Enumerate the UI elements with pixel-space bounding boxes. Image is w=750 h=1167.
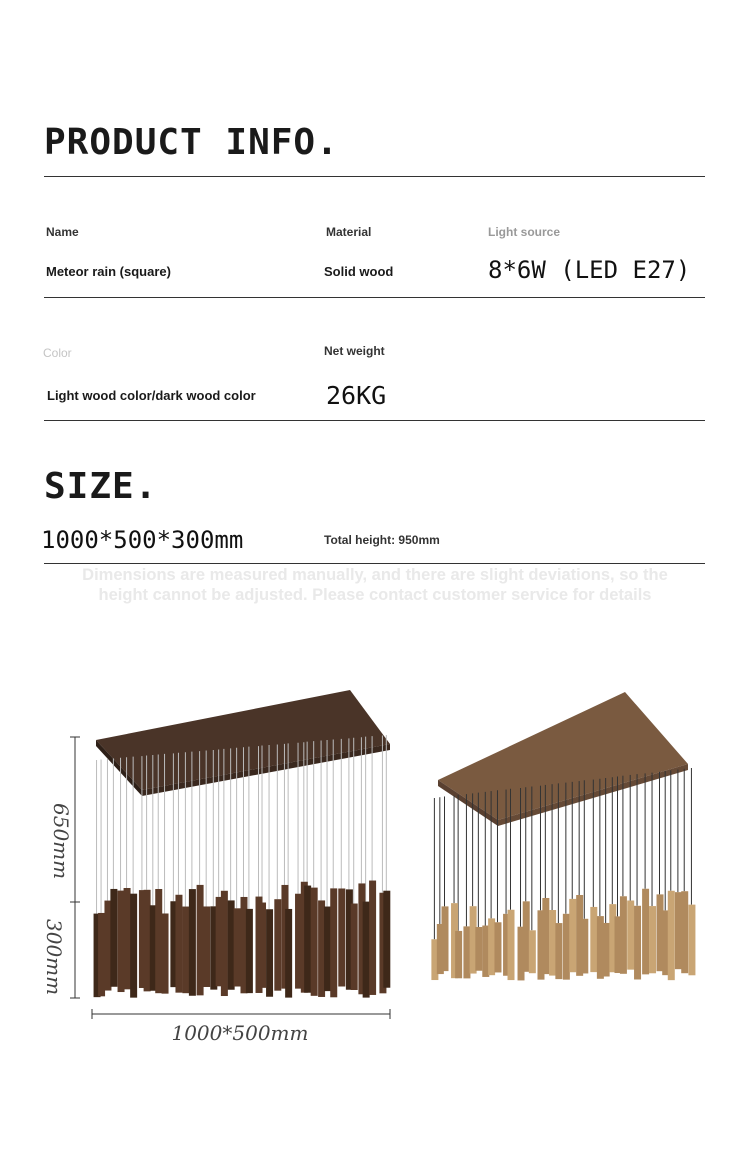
name-label: Name (46, 225, 79, 239)
wood-rod (182, 907, 189, 994)
wood-rod (203, 906, 210, 987)
wood-rod (266, 909, 273, 997)
wood-rod (603, 923, 610, 977)
light-wood-chandelier-image (420, 680, 720, 1020)
total-height: Total height: 950mm (324, 533, 440, 547)
net-weight-label: Net weight (324, 344, 385, 358)
wood-rod (338, 888, 345, 986)
size-heading: SIZE. (44, 466, 158, 507)
wood-rod (627, 901, 634, 970)
wood-rod (642, 889, 649, 975)
material-label: Material (326, 225, 372, 239)
divider (44, 563, 705, 564)
wood-rod (234, 908, 241, 986)
wood-rod (590, 907, 597, 972)
disclaimer-line-2: height cannot be adjusted. Please contact customer service for details (98, 586, 652, 604)
wood-rod (494, 922, 501, 972)
wood-rod (311, 888, 318, 996)
divider (44, 297, 705, 298)
divider (44, 420, 705, 421)
wood-rod (649, 906, 656, 973)
wood-rod (675, 892, 682, 969)
wood-rod (555, 923, 562, 979)
wood-rod (162, 913, 169, 993)
wood-rod (634, 906, 641, 980)
footprint-label: 1000*500mm (171, 1021, 309, 1045)
wood-rod (330, 888, 337, 997)
wood-rod (681, 891, 688, 973)
wood-rod (318, 900, 325, 997)
dark-wood-chandelier-image (0, 640, 400, 1030)
wood-rod (175, 895, 182, 993)
net-weight-value: 26KG (326, 381, 387, 410)
wood-rod (549, 910, 556, 976)
dimensions-value: 1000*500*300mm (41, 526, 244, 554)
wood-rod (383, 891, 390, 988)
wood-rod (363, 902, 370, 998)
divider (44, 176, 705, 177)
canopy (438, 692, 688, 820)
wood-rod (130, 894, 137, 998)
wood-rod (455, 931, 462, 978)
wood-rod (569, 899, 576, 972)
wood-rod (246, 909, 253, 993)
wood-rod (304, 886, 311, 993)
wood-rod (369, 881, 376, 995)
lower-height-label: 300mm (42, 919, 66, 996)
wood-rod (124, 888, 131, 989)
wood-rod (259, 903, 266, 988)
wood-rod (98, 913, 105, 996)
color-value: Light wood color/dark wood color (47, 388, 256, 403)
wood-rod (581, 919, 588, 974)
wood-rod (508, 910, 515, 980)
wood-rod (668, 891, 675, 980)
wood-rod (441, 906, 448, 971)
wood-rod (110, 889, 117, 987)
wood-rod (144, 890, 151, 992)
name-value: Meteor rain (square) (46, 264, 171, 279)
wood-rod (118, 891, 125, 992)
wood-rod (542, 898, 549, 974)
wood-rod (221, 891, 228, 996)
disclaimer-note (30, 565, 720, 605)
upper-height-label: 650mm (49, 803, 73, 880)
material-value: Solid wood (324, 264, 394, 279)
wood-rod (563, 914, 570, 980)
product-info-heading: PRODUCT INFO. (44, 122, 339, 163)
wood-rod (274, 899, 281, 990)
wood-rod (620, 896, 627, 974)
wood-rod (197, 885, 204, 995)
wood-rod (189, 889, 196, 996)
light-source-label: Light source (488, 225, 561, 239)
wood-rod (228, 900, 235, 989)
wood-rod (688, 905, 695, 976)
wood-rod (475, 927, 482, 971)
wood-rod (155, 889, 162, 993)
wood-rod (324, 907, 331, 992)
wood-rod (523, 901, 530, 971)
wood-rod (488, 918, 495, 975)
wood-rod (285, 909, 292, 998)
disclaimer-line-1: Dimensions are measured manually, and there are slight deviations, so the (82, 566, 668, 584)
wood-rod (529, 930, 536, 973)
wood-rod (463, 926, 470, 978)
light-source-value: 8*6W (LED E27) (488, 256, 691, 284)
wood-rod (351, 904, 358, 990)
color-label: Color (43, 346, 72, 360)
